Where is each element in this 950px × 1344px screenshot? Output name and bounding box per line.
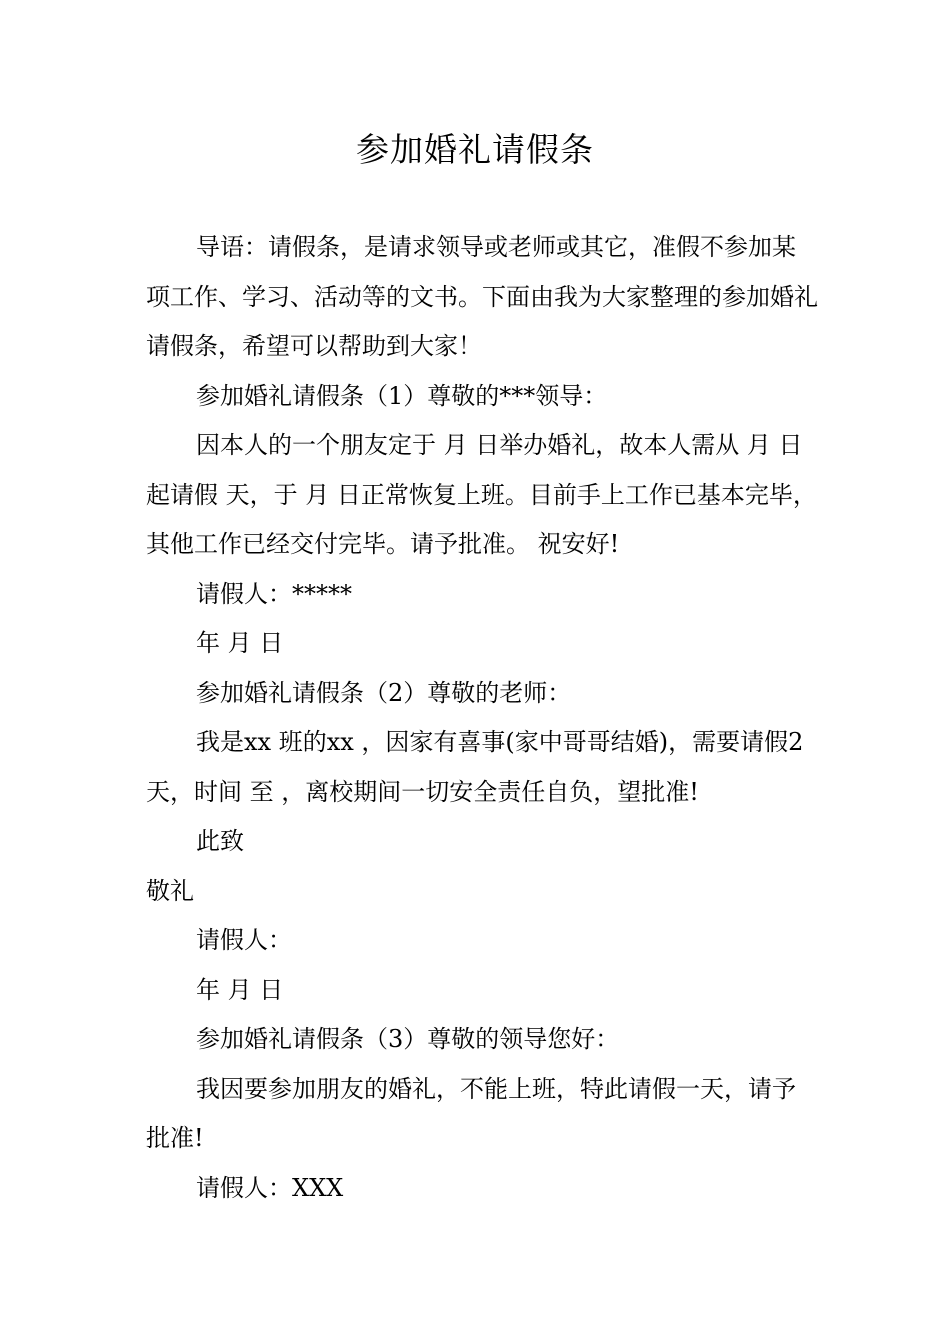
- letter-1-body: 因本人的一个朋友定于 月 日举办婚礼，故本人需从 月 日起请假 天，于 月 日正常恢复上班。目前手上工作已基本完毕，其他工作已经交付完毕。请予批准。 祝安好!: [146, 431, 817, 558]
- letter-1-heading: 参加婚礼请假条（1）尊敬的***领导：: [196, 381, 608, 410]
- letter-1-signer: 请假人：*****: [196, 579, 352, 608]
- letter-3-heading: 参加婚礼请假条（3）尊敬的领导您好：: [196, 1025, 620, 1053]
- letter-3-body: 我因要参加朋友的婚礼，不能上班，特此请假一天，请予批准!: [146, 1074, 796, 1152]
- letter-2-date: 年 月 日: [196, 975, 284, 1004]
- document-body: [146, 223, 818, 1213]
- letter-2-closing: 此致: [196, 827, 244, 855]
- intro-paragraph: 导语：请假条，是请求领导或老师或其它，准假不参加某项工作、学习、活动等的文书。下面由我为大家整理的参加婚礼请假条，希望可以帮助到大家！: [146, 233, 818, 360]
- letter-1-date: 年 月 日: [196, 629, 284, 657]
- document-title: 参加婚礼请假条: [356, 130, 594, 169]
- letter-2-body: 我是xx 班的xx ，因家有喜事(家中哥哥结婚)，需要请假2天，时间 至 ，离校期间一切安全责任自负，望批准!: [146, 728, 804, 806]
- letter-2-heading: 参加婚礼请假条（2）尊敬的老师：: [196, 678, 572, 707]
- letter-2-signer: 请假人：: [196, 926, 292, 954]
- letter-3-signer: 请假人：XXX: [196, 1173, 344, 1202]
- letter-2-salute: 敬礼: [146, 876, 194, 905]
